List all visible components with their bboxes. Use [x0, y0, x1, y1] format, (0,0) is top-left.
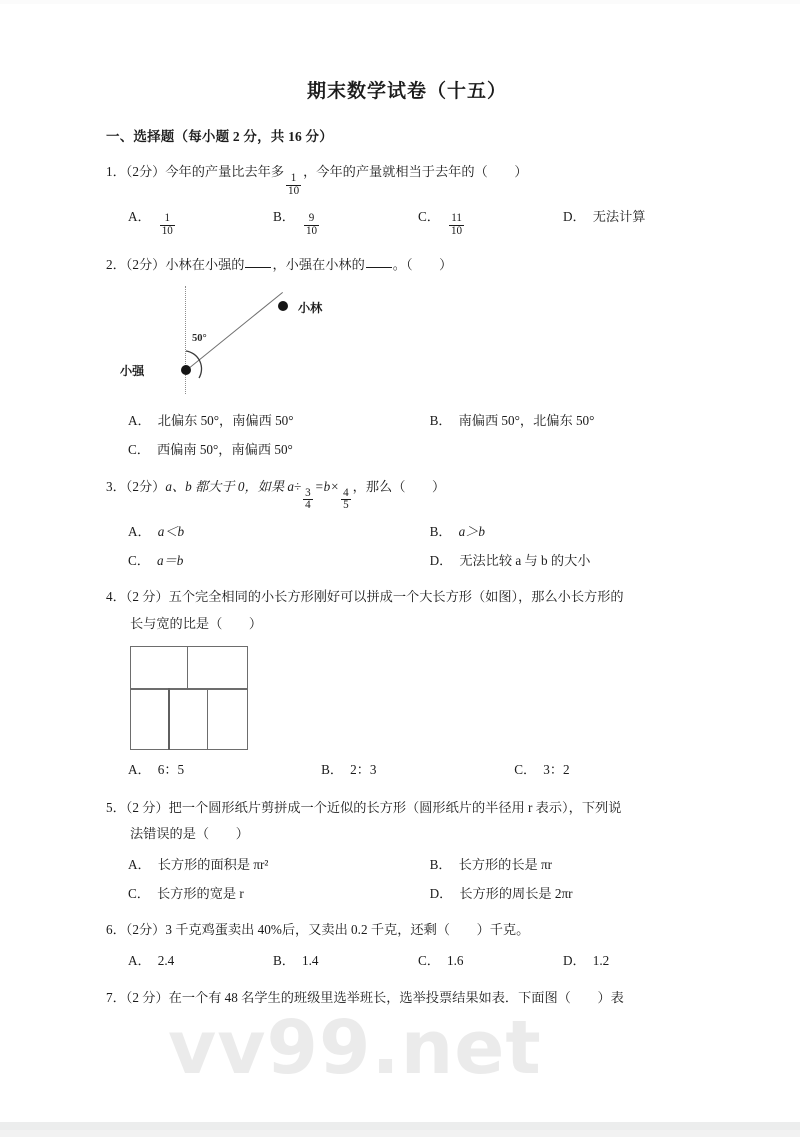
q3-text-end: ）: [432, 478, 446, 494]
q2-option-b[interactable]: [430, 411, 595, 431]
label-xiaoqiang: 小强: [120, 364, 145, 378]
q2-text-c: 。（: [392, 256, 413, 272]
q3-number: 3．: [106, 478, 126, 494]
q1-option-d-text: 无法计算: [592, 209, 646, 225]
q2-option-b-text: 南偏西 50°，北偏东 50°: [458, 413, 595, 428]
q5-option-row-1: [128, 855, 708, 875]
q7-points: （2 分）: [125, 990, 169, 1006]
q3-option-d-label: D．: [429, 552, 453, 568]
q6-option-d-text: 1.2: [592, 952, 610, 968]
q5-option-d-label: D．: [429, 885, 453, 901]
q5-option-c-text: 长方形的宽是 r: [156, 885, 244, 901]
question-3-options: [106, 522, 708, 571]
q1-fraction-denominator: 10: [288, 184, 300, 197]
q5-points: （2 分）: [125, 799, 169, 815]
q6-option-b-label: B．: [273, 952, 295, 968]
question-2-stem: [106, 255, 708, 275]
q6-option-a-label: A．: [128, 952, 151, 968]
q2-option-row-1: [128, 411, 708, 431]
q3-option-a[interactable]: [128, 522, 430, 542]
q3-option-d[interactable]: [430, 551, 591, 571]
q3-points: （2分）: [125, 478, 166, 494]
question-2-options: [106, 411, 708, 460]
q1-option-b-label: B．: [273, 209, 295, 225]
question-4-rectangle-figure: [130, 646, 248, 750]
section-heading: 一、选择题（每小题 2 分，共 16 分）: [106, 129, 333, 144]
q5-option-a-label: A．: [128, 856, 151, 872]
question-7-stem: [106, 988, 708, 1008]
q2-text-a: 小林在小强的: [165, 256, 245, 272]
q3-option-c[interactable]: [128, 551, 430, 571]
page-bottom-edge: [0, 1122, 800, 1130]
q4-text-end: ）: [248, 615, 263, 631]
q4-option-a-label: A．: [128, 762, 151, 778]
q2-option-a-label: A．: [128, 413, 151, 428]
q3-option-d-text: 无法比较 a 与 b 的大小: [459, 552, 591, 568]
q1-option-a-fraction: $\frac{1}{10}$: [161, 212, 173, 237]
question-2: [106, 255, 708, 460]
q3-option-a-text: a＜b: [157, 523, 185, 539]
q1-option-d-label: D．: [563, 209, 586, 225]
q5-text-line1: 把一个圆形纸片剪拼成一个近似的长方形（圆形纸片的半径用 r 表示），下列说: [168, 799, 622, 815]
q1-fraction-numerator: 1: [290, 171, 297, 184]
q6-option-d[interactable]: [563, 951, 708, 971]
q6-option-c-text: 1.6: [446, 952, 464, 968]
q3-option-c-label: C．: [128, 552, 150, 568]
q3-option-c-text: a＝b: [156, 552, 184, 568]
label-xiaolin: 小林: [298, 301, 323, 315]
rectangle-bottom-vertical-divider-2: [207, 688, 208, 750]
question-6-stem: [106, 920, 708, 940]
q2-option-row-2: [128, 440, 708, 460]
big-rectangle-outline: [130, 646, 248, 750]
question-5-stem-line2: [106, 824, 708, 844]
q6-points: （2分）: [125, 922, 166, 938]
q5-option-b-text: 长方形的长是 πr: [458, 856, 553, 872]
q5-option-d[interactable]: [430, 884, 573, 904]
q1-text-before: 今年的产量比去年多: [165, 164, 285, 179]
q4-option-b[interactable]: [321, 760, 514, 780]
page-title: 期末数学试卷（十五）: [306, 81, 507, 102]
q2-option-a[interactable]: [128, 411, 430, 431]
question-6: [106, 920, 708, 971]
site-watermark: vv99.net: [168, 1005, 542, 1091]
q1-fraction: [286, 173, 301, 197]
q3-fraction-2: $\frac{4}{5}$: [343, 486, 349, 512]
question-4-stem-line2: [106, 614, 708, 634]
q1-option-a[interactable]: [128, 207, 273, 237]
q4-text-line2: 长与宽的比是（: [130, 615, 223, 631]
question-6-options: [106, 951, 708, 971]
q2-option-c[interactable]: [128, 440, 293, 460]
q1-text-end: ）: [514, 164, 528, 179]
q4-points: （2 分）: [125, 589, 169, 605]
question-2-direction-figure: [106, 283, 708, 401]
q3-option-b-label: B．: [429, 523, 452, 539]
q1-points: （2分）: [125, 164, 166, 179]
q5-option-row-2: [128, 884, 708, 904]
question-3: [106, 477, 708, 571]
q5-text-end: ）: [235, 826, 249, 842]
q4-option-b-text: 2：3: [350, 762, 377, 778]
q1-option-b-fraction: $\frac{9}{10}$: [305, 212, 318, 237]
question-5: [106, 798, 708, 904]
q4-option-c-text: 3：2: [543, 762, 570, 778]
q2-option-c-text: 西偏南 50°，南偏西 50°: [156, 441, 293, 457]
question-1-stem: [106, 162, 708, 197]
q2-points: （2分）: [125, 256, 166, 272]
q3-text-p3: ，那么（: [352, 478, 406, 494]
question-1: [106, 162, 708, 238]
q4-option-b-label: B．: [321, 762, 344, 778]
q5-text-line2: 法错误的是（: [130, 826, 210, 842]
q3-option-a-label: A．: [128, 523, 151, 539]
q4-number: 4．: [106, 589, 126, 605]
q1-option-d[interactable]: [563, 207, 708, 237]
q1-number: 1．: [106, 164, 126, 179]
q6-option-b[interactable]: [273, 951, 418, 971]
q3-text-p2: =b×: [314, 478, 340, 494]
q6-option-c-label: C．: [418, 952, 440, 968]
q5-number: 5．: [106, 799, 126, 815]
q6-text-a: 3 千克鸡蛋卖出 40%后，又卖出 0.2 千克，还剩（: [165, 922, 450, 938]
q5-option-d-text: 长方形的周长是 2πr: [459, 885, 573, 901]
q1-option-c-fraction: $\frac{11}{10}$: [450, 212, 463, 237]
q2-option-a-text: 北偏东 50°，南偏西 50°: [157, 413, 294, 428]
q2-text-end: ）: [439, 256, 453, 272]
question-7: [106, 988, 708, 1008]
q6-option-b-text: 1.4: [301, 952, 319, 968]
point-xiaolin-dot: [278, 301, 288, 311]
q6-option-d-label: D．: [563, 952, 586, 968]
question-3-stem: [106, 477, 708, 512]
q4-option-c-label: C．: [514, 762, 537, 778]
q3-fraction-1: $\frac{3}{4}$: [305, 486, 311, 512]
q2-blank-2: [366, 267, 392, 268]
q5-option-c-label: C．: [128, 885, 150, 901]
q4-option-c[interactable]: [514, 760, 707, 780]
q3-option-row-2: [128, 551, 708, 571]
question-5-stem: [106, 798, 708, 845]
q6-option-c[interactable]: [418, 951, 563, 971]
q1-option-a-label: A．: [128, 209, 151, 225]
q2-number: 2．: [106, 256, 126, 272]
question-1-options: [106, 207, 708, 237]
question-4-options: [106, 760, 708, 780]
q3-option-row-1: [128, 522, 708, 542]
q3-option-b[interactable]: [430, 522, 485, 542]
q5-option-c[interactable]: [128, 884, 430, 904]
angle-value-label: 50°: [192, 333, 207, 344]
q4-option-a-text: 6：5: [157, 762, 185, 778]
q2-option-b-label: B．: [429, 413, 452, 428]
point-xiaoqiang-dot: [181, 365, 191, 375]
question-5-options: [106, 855, 708, 904]
q5-option-b[interactable]: [430, 855, 552, 875]
q1-option-c[interactable]: [418, 207, 563, 237]
q6-text-b: ）千克。: [476, 922, 530, 938]
question-4-stem: [106, 587, 708, 634]
q6-number: 6．: [106, 922, 126, 938]
rectangle-horizontal-divider: [130, 688, 248, 690]
q4-text-line1: 五个完全相同的小长方形刚好可以拼成一个大长方形（如图），那么小长方形的: [168, 589, 624, 605]
q1-option-c-label: C．: [418, 209, 440, 225]
rectangle-bottom-vertical-divider-1: [168, 688, 170, 750]
q6-option-a-text: 2.4: [157, 952, 175, 968]
q1-text-after: ，今年的产量就相当于去年的（: [303, 164, 488, 179]
q5-option-b-label: B．: [429, 856, 452, 872]
q2-text-b: ，小强在小林的: [272, 256, 365, 272]
q2-blank-1: [245, 267, 271, 268]
q6-option-a[interactable]: [128, 951, 273, 971]
q5-option-a-text: 长方形的面积是 πr²: [157, 856, 269, 872]
q4-option-a[interactable]: [128, 760, 321, 780]
q1-option-b[interactable]: [273, 207, 418, 237]
rectangle-top-vertical-divider: [187, 646, 188, 688]
q5-option-a[interactable]: [128, 855, 430, 875]
question-4: [106, 587, 708, 780]
q7-text-b: ）表: [597, 990, 624, 1006]
q7-text-a: 在一个有 48 名学生的班级里选举班长，选举投票结果如表．下面图（: [168, 990, 571, 1006]
q3-text-p1: a、b 都大于 0，如果 a÷: [165, 478, 302, 494]
q7-number: 7．: [106, 990, 126, 1006]
q3-option-b-text: a＞b: [458, 523, 485, 539]
q2-option-c-label: C．: [128, 441, 150, 457]
